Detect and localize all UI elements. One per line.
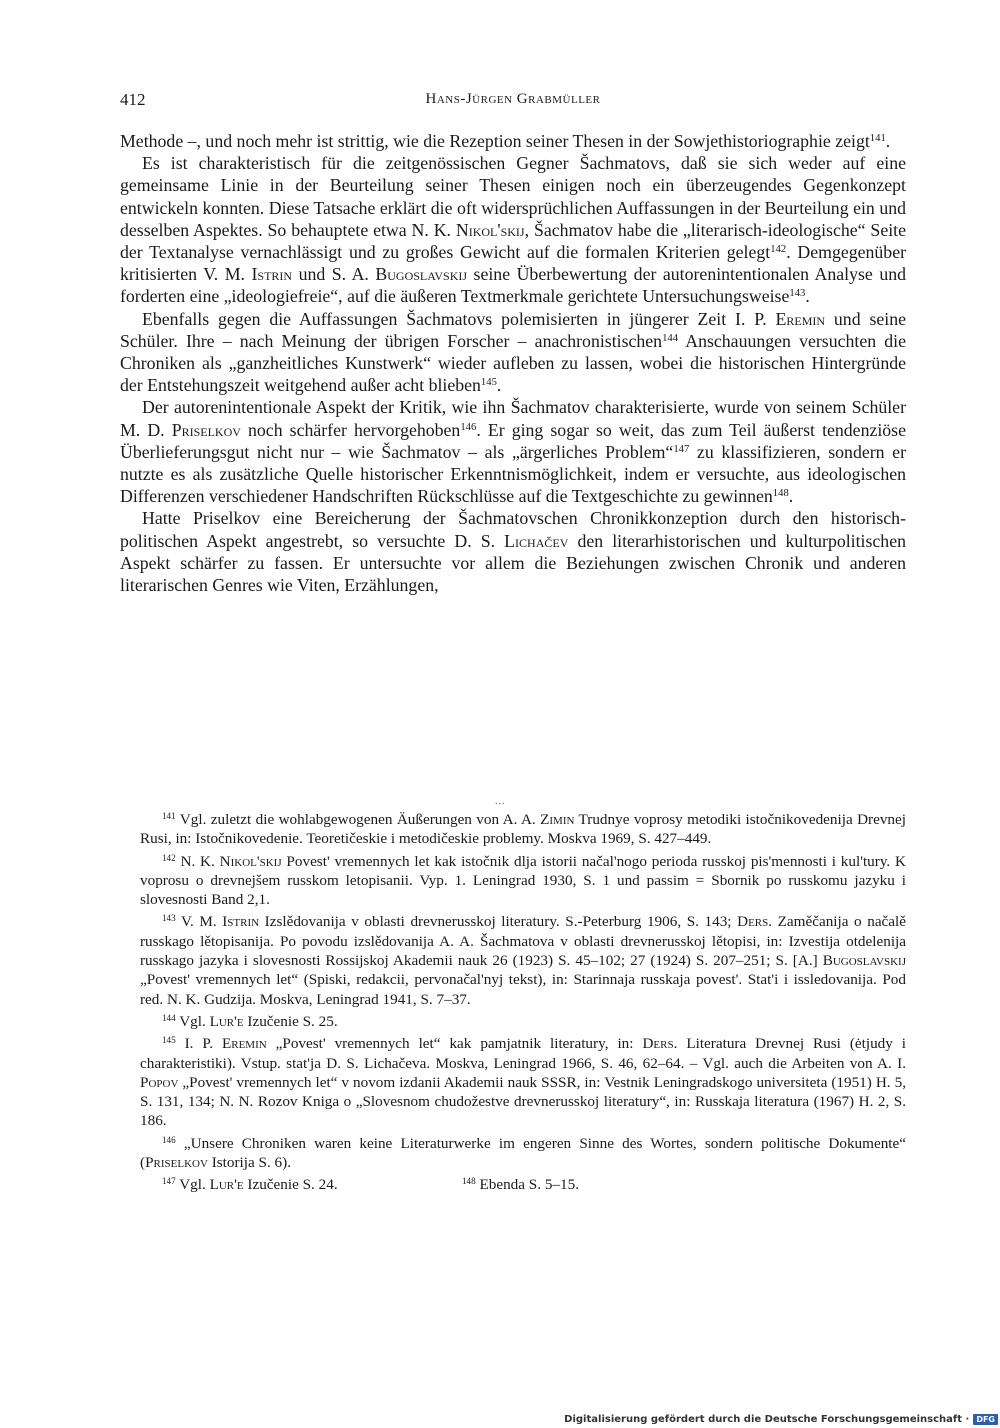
main-text (120, 130, 906, 596)
footnote-ref-148[interactable]: 148 (772, 487, 789, 500)
page-number: 412 (120, 90, 146, 109)
dfg-logo-icon: DFG (973, 1414, 998, 1425)
paragraph-4: Der autorenintentionale Aspekt der Kritik, wie ihn Šachmatov charakterisierte, wurde von seinem Schüler M. D. Priselkov noch schärfer hervorgehoben$^{146}$. Er ging sogar so weit, das zum Teil äußerst tendenziöse Überlieferungsgut nicht nur – wie Šachmatov – als „ärgerliches Problem“$^{147}$ zu klassifizieren, sondern er nutzte es als zusätzliche Quelle historischer Erkenntnismöglichkeit, indem er versuchte, aus ideologischen Differenzen verschiedener Handschriften Rückschlüsse auf die Textgeschichte zu gewinnen$^{148}$. (120, 397, 906, 507)
paragraph-2: Es ist charakteristisch für die zeitgenössischen Gegner Šachmatovs, daß sie sich weder auf eine gemeinsame Linie in der Beurteilung seiner Thesen einigen noch ein überzeugendes Gegenkonzept entwickeln konnten. Diese Tatsache erklärt die oft widersprüchlichen Auffassungen in der Beurteilung ein und desselben Aspektes. So behauptete etwa N. K. Nikol'skij, Šachmatov habe die „literarisch-ideologische“ Seite der Textanalyse vernachlässigt und zu großes Gewicht auf die formalen Kriterien gelegt$^{142}$. Demgegenüber kritisierten V. M. Istrin und S. A. Bugoslavskij seine Überbewertung der autorenintentionalen Analyse und forderten eine „ideologiefreie“, auf die äußeren Textmerkmale gerichtete Untersuchungsweise$^{143}$. (120, 153, 907, 307)
author-name: Nikol'skij (455, 219, 525, 240)
footnote-141: $^{141}$ Vgl. zuletzt die wohlabgewogenen Äußerungen von A. A. Zimin Trudnye voprosy metodiki istočnikovedenija Drevnej Rusi, in: Istočnikovedenie. Teoretičeskie i metodičeskie problemy. Moskva 1969, S. 427–449. (140, 810, 906, 848)
footnote-ref-143[interactable]: 143 (789, 287, 806, 300)
footnote-144: $^{144}$ Vgl. Lur'e Izučenie S. 25. (162, 1012, 338, 1030)
footnote-ref-141[interactable]: 141 (869, 132, 886, 145)
footnote-ref-146[interactable]: 146 (460, 420, 477, 433)
footnote-ref-142[interactable]: 142 (770, 243, 787, 256)
footnote-147-148 (140, 1175, 906, 1194)
author-name: Eremin (775, 308, 826, 329)
footnote-145: $^{145}$ I. P. Eremin „Povest' vremennych let“ kak pamjatnik literatury, in: Ders. Literatura Drevnej Rusi (ėtjudy i charakteristiki). Vstup. stat'ja D. S. Lichačeva. Moskva, Leningrad 1966, S. 46, 62–64. – Vgl. auch die Arbeiten von A. I. Popov „Povest' vremennych let“ v novom izdanii Akademii nauk SSSR, in: Vestnik Leningradskogo universiteta (1951) H. 5, S. 131, 134; N. N. Rozov Kniga o „Slovesnom chudožestve drevnerusskoj literatury“, in: Russkaja literatura (1967) H. 2, S. 186. (140, 1035, 907, 1130)
author-name: Lichačev (504, 530, 569, 551)
author-name: Priselkov (171, 419, 241, 440)
footnote-147: $^{147}$ Vgl. Lur'e Izučenie S. 24. (162, 1176, 338, 1194)
footnotes (140, 810, 906, 1198)
paragraph-1: Methode –, und noch mehr ist strittig, wie die Rezeption seiner Thesen in der Sowjethistoriographie zeigt$^{141}$. (120, 131, 891, 151)
footnote-ref-144[interactable]: 144 (662, 331, 679, 344)
page-header (120, 90, 906, 112)
paragraph-5: Hatte Priselkov eine Bereicherung der Šachmatovschen Chronikkonzeption durch den historisch-politischen Aspekt angestrebt, so versuchte D. S. Lichačev den literarhistorischen und kulturpolitischen Aspekt schärfer zu fassen. Er untersuchte vor allem die Beziehungen zwischen Chronik und anderen literarischen Genres wie Viten, Erzählungen, (120, 508, 906, 596)
footnote-143: $^{143}$ V. M. Istrin Izslědovanija v oblasti drevnerusskoj literatury. S.-Peterburg 1906, S. 143; Ders. Zaměčanija o načalě russkago lětopisanija. Po povodu izslědovanija A. A. Šachmatova v oblasti drevnerusskoj lětopisi, in: Izvestija otdelenija russkago jazyka i slovesnosti Rossijskoj Akademii nauk 26 (1923) S. 45–102; 27 (1924) S. 207–251; S. [A.] Bugoslavskij „Povest' vremennych let“ (Spiski, redakcii, pervonačal'nyj tekst), in: Starinnaja russkaja povest'. Stat'i i issledovanija. Pod red. N. K. Gudzija. Moskva, Leningrad 1941, S. 7–37. (140, 913, 906, 1008)
footnote-ref-145[interactable]: 145 (480, 376, 497, 389)
footnote-142: $^{142}$ N. K. Nikol'skij Povest' vremennych let kak istočnik dlja istorii načal'nogo perioda russkoj pis'mennosti i kul'tury. K voprosu o drevnejšem russkom letopisanii. Vyp. 1. Leningrad 1930, S. 1 und passim = Sbornik po russkomu jazyku i slovesnosti Band 2,1. (140, 852, 906, 909)
author-name: Bugoslavskij (375, 264, 468, 285)
footnote-ref-147[interactable]: 147 (673, 442, 690, 455)
footnote-separator: ... (495, 796, 506, 807)
paragraph-3: Ebenfalls gegen die Auffassungen Šachmatovs polemisierten in jüngerer Zeit I. P. Eremin und seine Schüler. Ihre – nach Meinung der übrigen Forscher – anachronistischen$^{144}$ Anschauungen versuchten die Chroniken als „ganzheitliches Kunstwerk“ wieder aufleben zu lassen, wobei die historischen Hintergründe der Entstehungszeit weitgehend außer acht blieben$^{145}$. (120, 308, 906, 396)
author-name: Istrin (251, 264, 293, 285)
footnote-146: $^{146}$ „Unsere Chroniken waren keine Literaturwerke im engeren Sinne des Wortes, sondern politische Dokumente“ (Priselkov Istorija S. 6). (140, 1134, 906, 1172)
footnote-148: $^{148}$ Ebenda S. 5–15. (462, 1176, 580, 1194)
running-head: Hans-Jürgen Grabmüller (425, 91, 601, 107)
digitization-credit: Digitalisierung gefördert durch die Deutsche Forschungsgemeinschaft · DFG (564, 1414, 998, 1425)
